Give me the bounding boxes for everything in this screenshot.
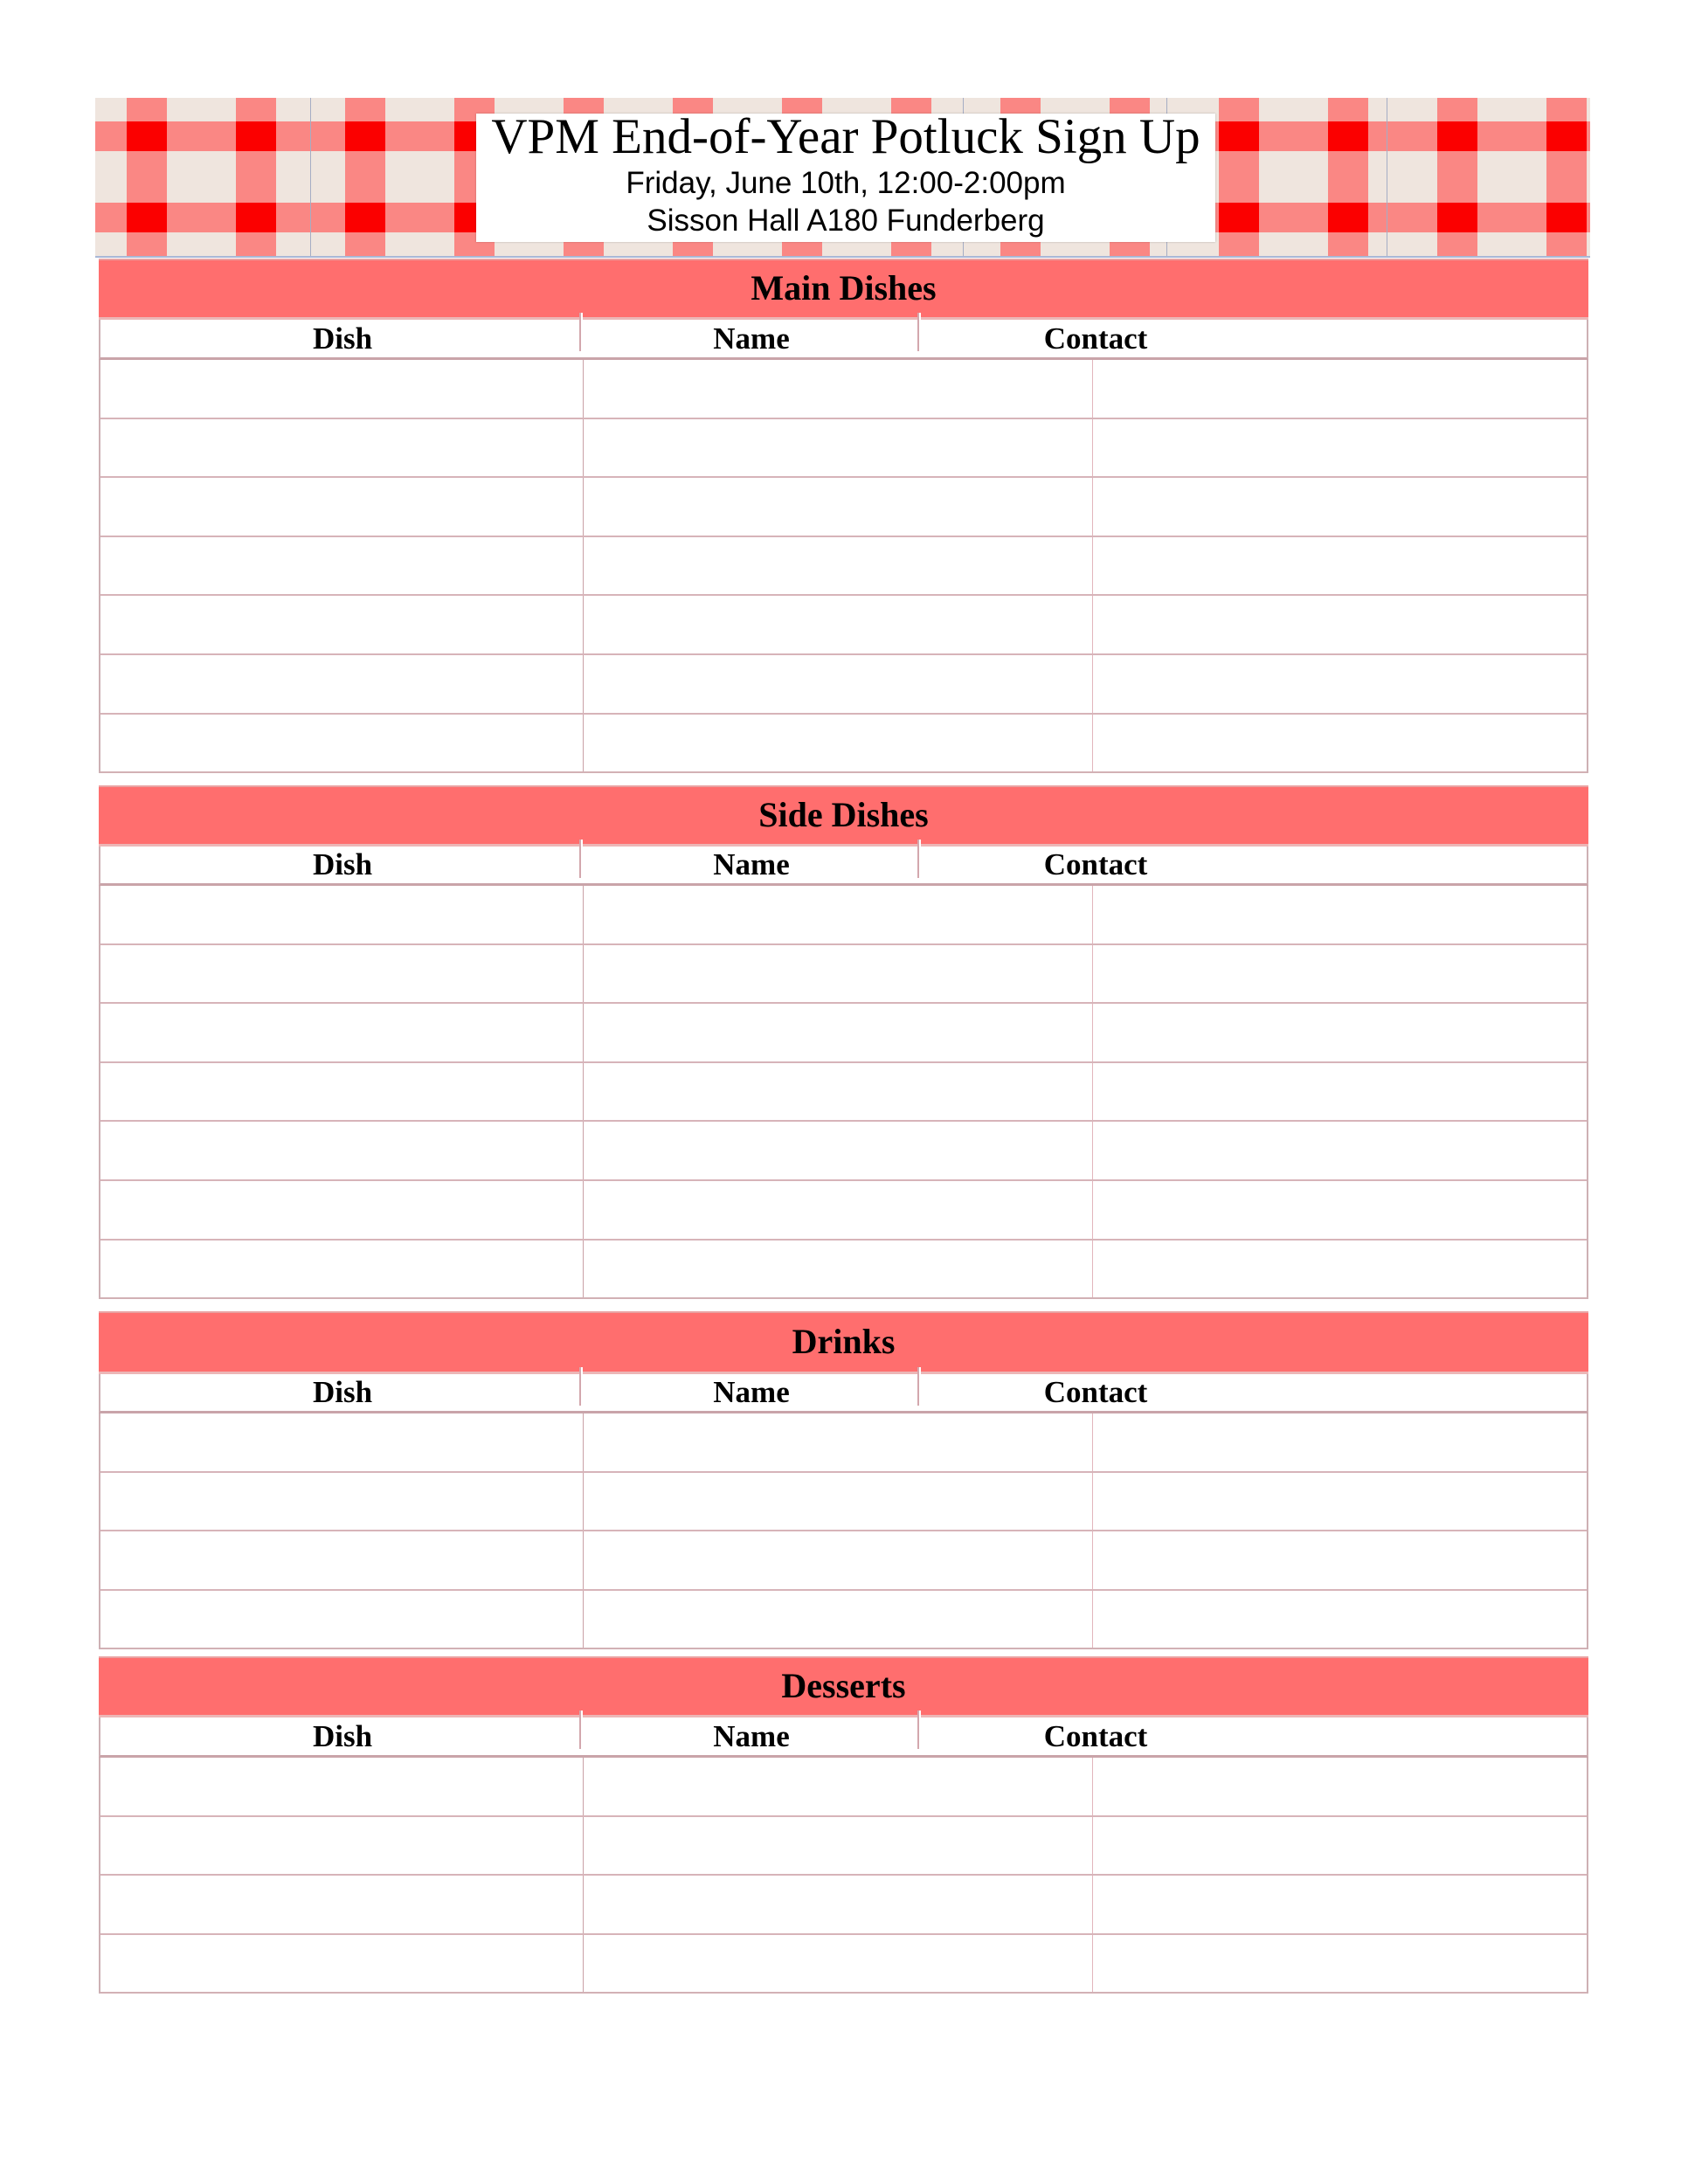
name-cell[interactable] <box>584 655 1093 713</box>
dish-cell[interactable] <box>100 715 584 772</box>
name-cell[interactable] <box>584 1004 1093 1061</box>
page-title: VPM End-of-Year Potluck Sign Up <box>491 109 1200 164</box>
banner-stripe-cross <box>345 121 385 151</box>
name-cell[interactable] <box>584 360 1093 418</box>
dish-cell[interactable] <box>100 1241 584 1298</box>
table-row <box>100 655 1587 715</box>
table-row <box>100 1181 1587 1241</box>
section-desserts <box>99 1656 1588 2003</box>
contact-cell[interactable] <box>1093 945 1587 1003</box>
dish-cell[interactable] <box>100 1531 584 1589</box>
signup-table-body <box>99 1758 1588 1994</box>
section-title-bar <box>99 1656 1588 1717</box>
contact-cell[interactable] <box>1093 1181 1587 1239</box>
event-date-time: Friday, June 10th, 12:00-2:00pm <box>626 166 1066 200</box>
dish-cell[interactable] <box>100 1181 584 1239</box>
contact-cell[interactable] <box>1093 537 1587 595</box>
table-row <box>100 419 1587 479</box>
dish-cell[interactable] <box>100 1758 584 1815</box>
name-cell[interactable] <box>584 537 1093 595</box>
contact-cell[interactable] <box>1093 1122 1587 1179</box>
column-divider <box>579 313 581 351</box>
banner-stripe-cross <box>236 121 276 151</box>
column-header-row <box>99 1374 1588 1413</box>
event-location: Sisson Hall A180 Funderberg <box>647 204 1045 238</box>
table-row <box>100 1758 1587 1817</box>
contact-cell[interactable] <box>1093 1241 1587 1298</box>
contact-cell[interactable] <box>1093 1531 1587 1589</box>
name-cell[interactable] <box>584 1758 1093 1815</box>
banner-stripe-cross <box>1546 203 1587 232</box>
table-row <box>100 1473 1587 1532</box>
banner-stripe-cross <box>127 203 167 232</box>
dish-cell[interactable] <box>100 1817 584 1875</box>
contact-cell[interactable] <box>1093 1876 1587 1933</box>
column-divider <box>579 840 581 878</box>
column-header-dish: Dish <box>312 321 373 356</box>
section-title-bar <box>99 785 1588 847</box>
column-divider <box>917 840 919 878</box>
section-title: Main Dishes <box>751 268 937 308</box>
table-row <box>100 1063 1587 1123</box>
name-cell[interactable] <box>584 1473 1093 1531</box>
name-cell[interactable] <box>584 1935 1093 1993</box>
table-row <box>100 537 1587 597</box>
column-header-name: Name <box>713 1375 790 1409</box>
dish-cell[interactable] <box>100 1876 584 1933</box>
dish-cell[interactable] <box>100 655 584 713</box>
name-cell[interactable] <box>584 596 1093 653</box>
section-title: Desserts <box>781 1666 906 1705</box>
dish-cell[interactable] <box>100 596 584 653</box>
name-cell[interactable] <box>584 1531 1093 1589</box>
name-cell[interactable] <box>584 1413 1093 1471</box>
banner-stripe-cross <box>1328 121 1368 151</box>
column-header-dish: Dish <box>312 1719 373 1753</box>
table-row <box>100 596 1587 655</box>
signup-table-body <box>99 1413 1588 1649</box>
section-side-dishes <box>99 785 1588 1314</box>
table-row <box>100 360 1587 419</box>
banner-stripe-cross <box>1546 121 1587 151</box>
dish-cell[interactable] <box>100 419 584 477</box>
banner-seam <box>310 98 311 256</box>
column-header-dish: Dish <box>312 847 373 881</box>
contact-cell[interactable] <box>1093 1817 1587 1875</box>
section-title-bar <box>99 259 1588 320</box>
name-cell[interactable] <box>584 886 1093 943</box>
column-divider <box>917 1711 919 1749</box>
table-row <box>100 886 1587 945</box>
banner-stripe-cross <box>236 203 276 232</box>
name-cell[interactable] <box>584 1241 1093 1298</box>
section-main-dishes <box>99 259 1588 773</box>
section-title: Side Dishes <box>758 795 929 834</box>
dish-cell[interactable] <box>100 1063 584 1121</box>
name-cell[interactable] <box>584 478 1093 536</box>
table-row <box>100 715 1587 774</box>
section-title-bar <box>99 1311 1588 1374</box>
contact-cell[interactable] <box>1093 1758 1587 1815</box>
name-cell[interactable] <box>584 1063 1093 1121</box>
table-row <box>100 1876 1587 1935</box>
column-divider <box>579 1367 581 1406</box>
section-drinks <box>99 1311 1588 1658</box>
contact-cell[interactable] <box>1093 1591 1587 1648</box>
banner-stripe-cross <box>1328 203 1368 232</box>
table-row <box>100 1817 1587 1876</box>
column-header-name: Name <box>713 847 790 881</box>
name-cell[interactable] <box>584 1591 1093 1648</box>
table-row <box>100 1591 1587 1650</box>
table-row <box>100 478 1587 537</box>
banner-stripe-cross <box>127 121 167 151</box>
banner-stripe-cross <box>1437 203 1477 232</box>
dish-cell[interactable] <box>100 1473 584 1531</box>
dish-cell[interactable] <box>100 886 584 943</box>
contact-cell[interactable] <box>1093 478 1587 536</box>
name-cell[interactable] <box>584 945 1093 1003</box>
contact-cell[interactable] <box>1093 419 1587 477</box>
table-row <box>100 945 1587 1005</box>
table-row <box>100 1004 1587 1063</box>
dish-cell[interactable] <box>100 1935 584 1993</box>
name-cell[interactable] <box>584 419 1093 477</box>
column-header-name: Name <box>713 1719 790 1753</box>
name-cell[interactable] <box>584 1876 1093 1933</box>
section-title: Drinks <box>792 1322 896 1361</box>
table-row <box>100 1531 1587 1591</box>
contact-cell[interactable] <box>1093 1473 1587 1531</box>
table-row <box>100 1935 1587 1994</box>
title-box <box>476 109 1215 242</box>
contact-cell[interactable] <box>1093 655 1587 713</box>
contact-cell[interactable] <box>1093 1004 1587 1061</box>
dish-cell[interactable] <box>100 1004 584 1061</box>
contact-cell[interactable] <box>1093 596 1587 653</box>
banner-stripe-cross <box>345 203 385 232</box>
banner-stripe-cross <box>1219 203 1259 232</box>
contact-cell[interactable] <box>1093 1413 1587 1471</box>
name-cell[interactable] <box>584 715 1093 772</box>
column-header-row <box>99 1717 1588 1758</box>
column-header-dish: Dish <box>312 1375 373 1409</box>
column-divider <box>579 1711 581 1749</box>
column-header-contact: Contact <box>1043 1719 1148 1753</box>
name-cell[interactable] <box>584 1817 1093 1875</box>
column-header-contact: Contact <box>1043 1375 1148 1409</box>
name-cell[interactable] <box>584 1181 1093 1239</box>
table-row <box>100 1413 1587 1473</box>
column-header-row <box>99 847 1588 886</box>
dish-cell[interactable] <box>100 1591 584 1648</box>
dish-cell[interactable] <box>100 945 584 1003</box>
column-divider <box>917 1367 919 1406</box>
contact-cell[interactable] <box>1093 715 1587 772</box>
table-row <box>100 1241 1587 1300</box>
column-header-contact: Contact <box>1043 321 1148 356</box>
signup-table-body <box>99 360 1588 773</box>
column-divider <box>917 313 919 351</box>
dish-cell[interactable] <box>100 360 584 418</box>
column-header-row <box>99 320 1588 360</box>
contact-cell[interactable] <box>1093 360 1587 418</box>
table-row <box>100 1122 1587 1181</box>
contact-cell[interactable] <box>1093 1935 1587 1993</box>
column-header-name: Name <box>713 321 790 356</box>
name-cell[interactable] <box>584 1122 1093 1179</box>
contact-cell[interactable] <box>1093 886 1587 943</box>
contact-cell[interactable] <box>1093 1063 1587 1121</box>
signup-table-body <box>99 886 1588 1299</box>
dish-cell[interactable] <box>100 537 584 595</box>
dish-cell[interactable] <box>100 1413 584 1471</box>
column-header-contact: Contact <box>1043 847 1148 881</box>
banner-stripe-cross <box>1219 121 1259 151</box>
dish-cell[interactable] <box>100 1122 584 1179</box>
banner-stripe-cross <box>1437 121 1477 151</box>
dish-cell[interactable] <box>100 478 584 536</box>
